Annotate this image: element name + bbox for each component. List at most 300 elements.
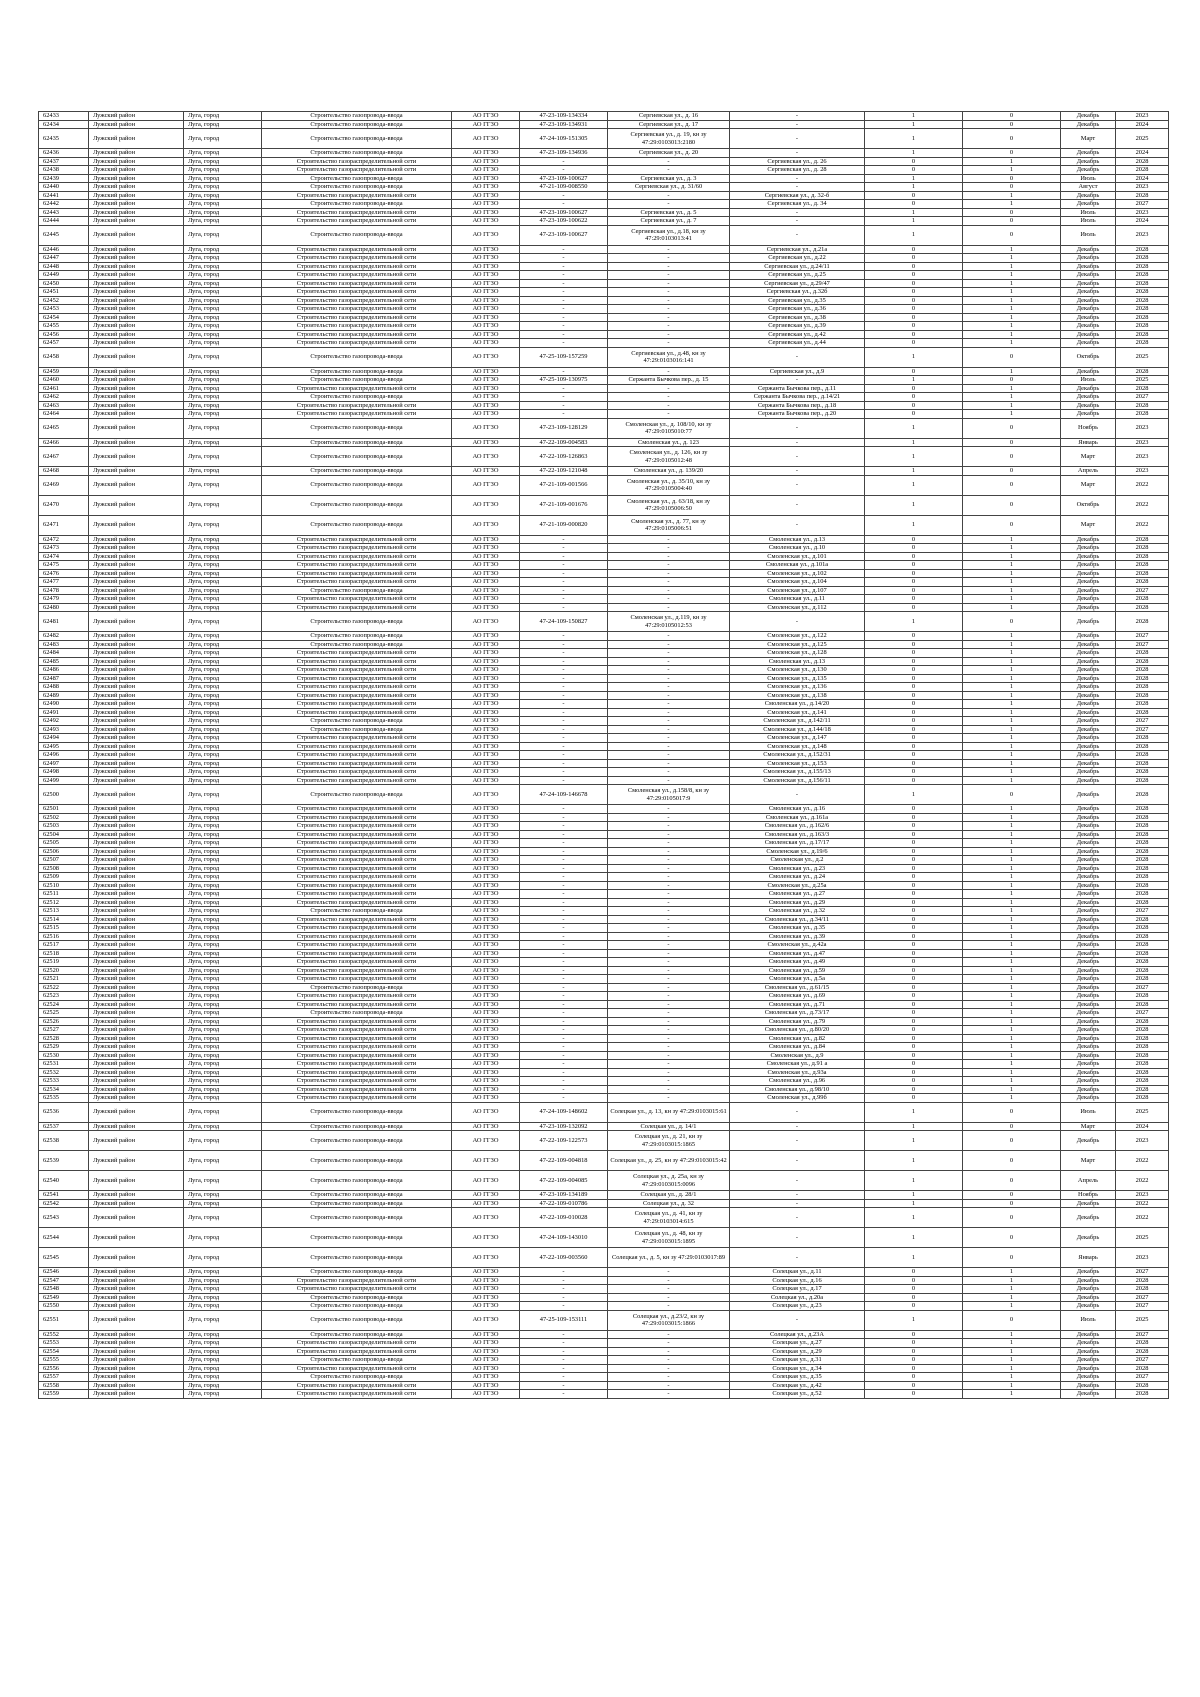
network-count-cell: 1 bbox=[963, 279, 1061, 288]
table-row bbox=[39, 305, 1169, 314]
table-row bbox=[39, 174, 1169, 183]
locality-cell: Луга, город bbox=[184, 708, 262, 717]
table-row bbox=[39, 890, 1169, 899]
organization-cell: АО ГГЗО bbox=[452, 1302, 520, 1311]
locality-cell: Луга, город bbox=[184, 183, 262, 192]
network-count-cell: 1 bbox=[963, 1043, 1061, 1052]
input-count-cell: 0 bbox=[865, 1017, 963, 1026]
year-cell: 2027 bbox=[1116, 1373, 1169, 1382]
month-cell: Декабрь bbox=[1061, 561, 1116, 570]
row-number-cell: 62540 bbox=[39, 1171, 89, 1191]
connection-address-cell: - bbox=[608, 924, 730, 933]
locality-cell: Луга, город bbox=[184, 495, 262, 515]
work-type-cell: Строительство газораспределительной сети bbox=[262, 822, 452, 831]
input-count-cell: 0 bbox=[865, 1051, 963, 1060]
row-number-cell: 62456 bbox=[39, 330, 89, 339]
district-cell: Лужский район bbox=[89, 1347, 184, 1356]
work-type-cell: Строительство газопровода-ввода bbox=[262, 376, 452, 385]
table-row bbox=[39, 1310, 1169, 1330]
year-cell: 2028 bbox=[1116, 674, 1169, 683]
input-count-cell: 1 bbox=[865, 112, 963, 121]
work-type-cell: Строительство газораспределительной сети bbox=[262, 535, 452, 544]
year-cell: 2028 bbox=[1116, 958, 1169, 967]
network-address-cell: Смоленская ул., д.82 bbox=[730, 1034, 865, 1043]
year-cell: 2028 bbox=[1116, 1285, 1169, 1294]
month-cell: Январь bbox=[1061, 1248, 1116, 1268]
network-count-cell: 1 bbox=[963, 1077, 1061, 1086]
connection-address-cell: - bbox=[608, 535, 730, 544]
month-cell: Декабрь bbox=[1061, 700, 1116, 709]
work-type-cell: Строительство газопровода-ввода bbox=[262, 1102, 452, 1122]
month-cell: Декабрь bbox=[1061, 1347, 1116, 1356]
year-cell: 2028 bbox=[1116, 1085, 1169, 1094]
application-number-cell: - bbox=[520, 1085, 608, 1094]
row-number-cell: 62443 bbox=[39, 208, 89, 217]
month-cell: Декабрь bbox=[1061, 958, 1116, 967]
table-row bbox=[39, 245, 1169, 254]
organization-cell: АО ГГЗО bbox=[452, 288, 520, 297]
organization-cell: АО ГГЗО bbox=[452, 569, 520, 578]
connection-address-cell: Сергиевская ул., д.48, кн зу 47:29:0103016:141 bbox=[608, 347, 730, 367]
year-cell: 2028 bbox=[1116, 649, 1169, 658]
table-row bbox=[39, 544, 1169, 553]
organization-cell: АО ГГЗО bbox=[452, 339, 520, 348]
table-row bbox=[39, 1131, 1169, 1151]
network-address-cell: Смоленская ул., д.147 bbox=[730, 734, 865, 743]
month-cell: Декабрь bbox=[1061, 830, 1116, 839]
row-number-cell: 62550 bbox=[39, 1302, 89, 1311]
organization-cell: АО ГГЗО bbox=[452, 1191, 520, 1200]
network-count-cell: 0 bbox=[963, 447, 1061, 467]
network-count-cell: 1 bbox=[963, 1330, 1061, 1339]
row-number-cell: 62502 bbox=[39, 813, 89, 822]
input-count-cell: 0 bbox=[865, 776, 963, 785]
locality-cell: Луга, город bbox=[184, 200, 262, 209]
network-count-cell: 1 bbox=[963, 322, 1061, 331]
year-cell: 2027 bbox=[1116, 1268, 1169, 1277]
organization-cell: АО ГГЗО bbox=[452, 254, 520, 263]
work-type-cell: Строительство газораспределительной сети bbox=[262, 1347, 452, 1356]
application-number-cell: - bbox=[520, 561, 608, 570]
locality-cell: Луга, город bbox=[184, 1228, 262, 1248]
network-count-cell: 1 bbox=[963, 1293, 1061, 1302]
year-cell: 2028 bbox=[1116, 254, 1169, 263]
work-type-cell: Строительство газораспределительной сети bbox=[262, 1060, 452, 1069]
row-number-cell: 62452 bbox=[39, 296, 89, 305]
district-cell: Лужский район bbox=[89, 632, 184, 641]
year-cell: 2028 bbox=[1116, 839, 1169, 848]
district-cell: Лужский район bbox=[89, 1009, 184, 1018]
network-count-cell: 1 bbox=[963, 603, 1061, 612]
connection-address-cell: - bbox=[608, 847, 730, 856]
application-number-cell: - bbox=[520, 776, 608, 785]
organization-cell: АО ГГЗО bbox=[452, 864, 520, 873]
district-cell: Лужский район bbox=[89, 296, 184, 305]
table-row bbox=[39, 347, 1169, 367]
work-type-cell: Строительство газопровода-ввода bbox=[262, 120, 452, 129]
row-number-cell: 62556 bbox=[39, 1364, 89, 1373]
table-row bbox=[39, 149, 1169, 158]
application-number-cell: - bbox=[520, 813, 608, 822]
table-row bbox=[39, 958, 1169, 967]
table-row bbox=[39, 313, 1169, 322]
network-address-cell: Смоленская ул., д.47 bbox=[730, 949, 865, 958]
network-count-cell: 1 bbox=[963, 1364, 1061, 1373]
year-cell: 2028 bbox=[1116, 410, 1169, 419]
month-cell: Декабрь bbox=[1061, 717, 1116, 726]
application-number-cell: - bbox=[520, 1390, 608, 1399]
month-cell: Декабрь bbox=[1061, 305, 1116, 314]
connection-address-cell: Смоленская ул., д. 63/18, кн зу 47:29:0105006:50 bbox=[608, 495, 730, 515]
district-cell: Лужский район bbox=[89, 734, 184, 743]
month-cell: Апрель bbox=[1061, 1171, 1116, 1191]
work-type-cell: Строительство газопровода-ввода bbox=[262, 1191, 452, 1200]
row-number-cell: 62559 bbox=[39, 1390, 89, 1399]
row-number-cell: 62480 bbox=[39, 603, 89, 612]
district-cell: Лужский район bbox=[89, 700, 184, 709]
connection-address-cell: - bbox=[608, 200, 730, 209]
application-number-cell: - bbox=[520, 822, 608, 831]
table-row bbox=[39, 1228, 1169, 1248]
application-number-cell: - bbox=[520, 288, 608, 297]
input-count-cell: 1 bbox=[865, 1248, 963, 1268]
connection-address-cell: - bbox=[608, 191, 730, 200]
row-number-cell: 62554 bbox=[39, 1347, 89, 1356]
year-cell: 2028 bbox=[1116, 666, 1169, 675]
application-number-cell: - bbox=[520, 603, 608, 612]
locality-cell: Луга, город bbox=[184, 813, 262, 822]
work-type-cell: Строительство газораспределительной сети bbox=[262, 569, 452, 578]
locality-cell: Луга, город bbox=[184, 535, 262, 544]
connection-address-cell: Смоленская ул., д.119, кн зу 47:29:0105012:53 bbox=[608, 612, 730, 632]
input-count-cell: 1 bbox=[865, 217, 963, 226]
network-address-cell: - bbox=[730, 515, 865, 535]
locality-cell: Луга, город bbox=[184, 603, 262, 612]
connection-address-cell: Смоленская ул., д. 126, кн зу 47:29:0105012:48 bbox=[608, 447, 730, 467]
year-cell: 2028 bbox=[1116, 856, 1169, 865]
year-cell: 2028 bbox=[1116, 322, 1169, 331]
table-row bbox=[39, 975, 1169, 984]
locality-cell: Луга, город bbox=[184, 561, 262, 570]
network-count-cell: 1 bbox=[963, 1381, 1061, 1390]
input-count-cell: 0 bbox=[865, 666, 963, 675]
organization-cell: АО ГГЗО bbox=[452, 1390, 520, 1399]
organization-cell: АО ГГЗО bbox=[452, 1293, 520, 1302]
network-address-cell: Смоленская ул., д.84 bbox=[730, 1043, 865, 1052]
network-address-cell: - bbox=[730, 208, 865, 217]
district-cell: Лужский район bbox=[89, 813, 184, 822]
table-row bbox=[39, 157, 1169, 166]
locality-cell: Луга, город bbox=[184, 569, 262, 578]
row-number-cell: 62527 bbox=[39, 1026, 89, 1035]
table-row bbox=[39, 1085, 1169, 1094]
network-address-cell: Сергиевская ул., д. 32-б bbox=[730, 191, 865, 200]
organization-cell: АО ГГЗО bbox=[452, 1347, 520, 1356]
row-number-cell: 62437 bbox=[39, 157, 89, 166]
year-cell: 2028 bbox=[1116, 1034, 1169, 1043]
month-cell: Декабрь bbox=[1061, 759, 1116, 768]
table-body bbox=[39, 112, 1169, 1399]
table-row bbox=[39, 475, 1169, 495]
work-type-cell: Строительство газопровода-ввода bbox=[262, 785, 452, 805]
locality-cell: Луга, город bbox=[184, 742, 262, 751]
locality-cell: Луга, город bbox=[184, 734, 262, 743]
connection-address-cell: - bbox=[608, 949, 730, 958]
month-cell: Декабрь bbox=[1061, 1364, 1116, 1373]
network-count-cell: 1 bbox=[963, 1339, 1061, 1348]
input-count-cell: 1 bbox=[865, 475, 963, 495]
connection-address-cell: - bbox=[608, 830, 730, 839]
application-number-cell: 47-22-109-004818 bbox=[520, 1151, 608, 1171]
organization-cell: АО ГГЗО bbox=[452, 535, 520, 544]
locality-cell: Луга, город bbox=[184, 683, 262, 692]
locality-cell: Луга, город bbox=[184, 632, 262, 641]
table-row bbox=[39, 120, 1169, 129]
input-count-cell: 0 bbox=[865, 907, 963, 916]
district-cell: Лужский район bbox=[89, 174, 184, 183]
year-cell: 2028 bbox=[1116, 657, 1169, 666]
district-cell: Лужский район bbox=[89, 603, 184, 612]
month-cell: Июль bbox=[1061, 217, 1116, 226]
locality-cell: Луга, город bbox=[184, 367, 262, 376]
year-cell: 2022 bbox=[1116, 475, 1169, 495]
table-row bbox=[39, 1094, 1169, 1103]
district-cell: Лужский район bbox=[89, 751, 184, 760]
year-cell: 2027 bbox=[1116, 717, 1169, 726]
network-address-cell: - bbox=[730, 447, 865, 467]
district-cell: Лужский район bbox=[89, 674, 184, 683]
row-number-cell: 62515 bbox=[39, 924, 89, 933]
row-number-cell: 62532 bbox=[39, 1068, 89, 1077]
month-cell: Декабрь bbox=[1061, 992, 1116, 1001]
row-number-cell: 62525 bbox=[39, 1009, 89, 1018]
locality-cell: Луга, город bbox=[184, 1381, 262, 1390]
input-count-cell: 0 bbox=[865, 983, 963, 992]
application-number-cell: 47-23-109-100622 bbox=[520, 217, 608, 226]
application-number-cell: 47-25-109-153111 bbox=[520, 1310, 608, 1330]
month-cell: Март bbox=[1061, 515, 1116, 535]
network-count-cell: 1 bbox=[963, 898, 1061, 907]
locality-cell: Луга, город bbox=[184, 1077, 262, 1086]
row-number-cell: 62518 bbox=[39, 949, 89, 958]
input-count-cell: 0 bbox=[865, 830, 963, 839]
district-cell: Лужский район bbox=[89, 1131, 184, 1151]
month-cell: Декабрь bbox=[1061, 856, 1116, 865]
locality-cell: Луга, город bbox=[184, 1330, 262, 1339]
work-type-cell: Строительство газораспределительной сети bbox=[262, 813, 452, 822]
district-cell: Лужский район bbox=[89, 1051, 184, 1060]
network-count-cell: 1 bbox=[963, 1347, 1061, 1356]
month-cell: Декабрь bbox=[1061, 983, 1116, 992]
network-address-cell: Сергиевская ул., д.9 bbox=[730, 367, 865, 376]
input-count-cell: 0 bbox=[865, 1026, 963, 1035]
input-count-cell: 1 bbox=[865, 347, 963, 367]
district-cell: Лужский район bbox=[89, 1390, 184, 1399]
row-number-cell: 62444 bbox=[39, 217, 89, 226]
row-number-cell: 62493 bbox=[39, 725, 89, 734]
year-cell: 2027 bbox=[1116, 725, 1169, 734]
organization-cell: АО ГГЗО bbox=[452, 1356, 520, 1365]
connection-address-cell: - bbox=[608, 1000, 730, 1009]
district-cell: Лужский район bbox=[89, 1102, 184, 1122]
district-cell: Лужский район bbox=[89, 822, 184, 831]
work-type-cell: Строительство газопровода-ввода bbox=[262, 1131, 452, 1151]
application-number-cell: - bbox=[520, 949, 608, 958]
work-type-cell: Строительство газораспределительной сети bbox=[262, 1381, 452, 1390]
table-row bbox=[39, 535, 1169, 544]
application-number-cell: - bbox=[520, 401, 608, 410]
organization-cell: АО ГГЗО bbox=[452, 166, 520, 175]
connection-address-cell: - bbox=[608, 313, 730, 322]
row-number-cell: 62451 bbox=[39, 288, 89, 297]
locality-cell: Луга, город bbox=[184, 700, 262, 709]
locality-cell: Луга, город bbox=[184, 725, 262, 734]
network-count-cell: 1 bbox=[963, 822, 1061, 831]
district-cell: Лужский район bbox=[89, 279, 184, 288]
work-type-cell: Строительство газопровода-ввода bbox=[262, 1330, 452, 1339]
table-row bbox=[39, 288, 1169, 297]
input-count-cell: 0 bbox=[865, 384, 963, 393]
row-number-cell: 62523 bbox=[39, 992, 89, 1001]
year-cell: 2027 bbox=[1116, 393, 1169, 402]
network-address-cell: - bbox=[730, 1248, 865, 1268]
input-count-cell: 0 bbox=[865, 254, 963, 263]
network-count-cell: 1 bbox=[963, 881, 1061, 890]
district-cell: Лужский район bbox=[89, 288, 184, 297]
organization-cell: АО ГГЗО bbox=[452, 1068, 520, 1077]
table-row bbox=[39, 271, 1169, 280]
district-cell: Лужский район bbox=[89, 975, 184, 984]
table-row bbox=[39, 992, 1169, 1001]
month-cell: Декабрь bbox=[1061, 813, 1116, 822]
network-count-cell: 1 bbox=[963, 393, 1061, 402]
application-number-cell: - bbox=[520, 578, 608, 587]
row-number-cell: 62478 bbox=[39, 586, 89, 595]
network-count-cell: 1 bbox=[963, 535, 1061, 544]
district-cell: Лужский район bbox=[89, 708, 184, 717]
district-cell: Лужский район bbox=[89, 949, 184, 958]
input-count-cell: 0 bbox=[865, 734, 963, 743]
locality-cell: Луга, город bbox=[184, 958, 262, 967]
input-count-cell: 1 bbox=[865, 1199, 963, 1208]
year-cell: 2028 bbox=[1116, 915, 1169, 924]
locality-cell: Луга, город bbox=[184, 717, 262, 726]
network-count-cell: 0 bbox=[963, 217, 1061, 226]
network-count-cell: 1 bbox=[963, 191, 1061, 200]
month-cell: Декабрь bbox=[1061, 924, 1116, 933]
locality-cell: Луга, город bbox=[184, 296, 262, 305]
table-row bbox=[39, 586, 1169, 595]
district-cell: Лужский район bbox=[89, 1248, 184, 1268]
connection-address-cell: - bbox=[608, 983, 730, 992]
month-cell: Июль bbox=[1061, 376, 1116, 385]
year-cell: 2028 bbox=[1116, 330, 1169, 339]
application-number-cell: - bbox=[520, 313, 608, 322]
network-count-cell: 1 bbox=[963, 915, 1061, 924]
month-cell: Декабрь bbox=[1061, 941, 1116, 950]
table-row bbox=[39, 595, 1169, 604]
network-address-cell: Смоленская ул., д.125 bbox=[730, 640, 865, 649]
network-address-cell: Солецкая ул., д.29 bbox=[730, 1347, 865, 1356]
connection-address-cell: - bbox=[608, 725, 730, 734]
year-cell: 2028 bbox=[1116, 708, 1169, 717]
organization-cell: АО ГГЗО bbox=[452, 1381, 520, 1390]
month-cell: Декабрь bbox=[1061, 166, 1116, 175]
work-type-cell: Строительство газораспределительной сети bbox=[262, 966, 452, 975]
network-count-cell: 1 bbox=[963, 924, 1061, 933]
application-number-cell: - bbox=[520, 322, 608, 331]
connection-address-cell: Солецкая ул., д. 14/1 bbox=[608, 1122, 730, 1131]
row-number-cell: 62537 bbox=[39, 1122, 89, 1131]
month-cell: Март bbox=[1061, 447, 1116, 467]
input-count-cell: 0 bbox=[865, 847, 963, 856]
organization-cell: АО ГГЗО bbox=[452, 898, 520, 907]
network-count-cell: 1 bbox=[963, 966, 1061, 975]
year-cell: 2027 bbox=[1116, 586, 1169, 595]
month-cell: Декабрь bbox=[1061, 1199, 1116, 1208]
locality-cell: Луга, город bbox=[184, 830, 262, 839]
table-row bbox=[39, 254, 1169, 263]
year-cell: 2028 bbox=[1116, 1068, 1169, 1077]
work-type-cell: Строительство газораспределительной сети bbox=[262, 941, 452, 950]
application-number-cell: - bbox=[520, 279, 608, 288]
network-count-cell: 1 bbox=[963, 725, 1061, 734]
input-count-cell: 0 bbox=[865, 1390, 963, 1399]
row-number-cell: 62500 bbox=[39, 785, 89, 805]
year-cell: 2027 bbox=[1116, 983, 1169, 992]
connection-address-cell: - bbox=[608, 734, 730, 743]
year-cell: 2028 bbox=[1116, 932, 1169, 941]
row-number-cell: 62465 bbox=[39, 418, 89, 438]
year-cell: 2024 bbox=[1116, 174, 1169, 183]
year-cell: 2022 bbox=[1116, 515, 1169, 535]
locality-cell: Луга, город bbox=[184, 1310, 262, 1330]
connection-address-cell: - bbox=[608, 691, 730, 700]
year-cell: 2023 bbox=[1116, 1191, 1169, 1200]
input-count-cell: 0 bbox=[865, 751, 963, 760]
work-type-cell: Строительство газораспределительной сети bbox=[262, 288, 452, 297]
table-row bbox=[39, 941, 1169, 950]
month-cell: Декабрь bbox=[1061, 279, 1116, 288]
application-number-cell: - bbox=[520, 262, 608, 271]
application-number-cell: - bbox=[520, 915, 608, 924]
network-count-cell: 1 bbox=[963, 813, 1061, 822]
organization-cell: АО ГГЗО bbox=[452, 1000, 520, 1009]
connection-address-cell: Солецкая ул., д. 5, кн зу 47:29:0103017:89 bbox=[608, 1248, 730, 1268]
table-row bbox=[39, 401, 1169, 410]
application-number-cell: - bbox=[520, 586, 608, 595]
locality-cell: Луга, город bbox=[184, 330, 262, 339]
application-number-cell: - bbox=[520, 535, 608, 544]
district-cell: Лужский район bbox=[89, 1122, 184, 1131]
work-type-cell: Строительство газораспределительной сети bbox=[262, 830, 452, 839]
connection-address-cell: - bbox=[608, 401, 730, 410]
work-type-cell: Строительство газопровода-ввода bbox=[262, 717, 452, 726]
input-count-cell: 1 bbox=[865, 447, 963, 467]
work-type-cell: Строительство газораспределительной сети bbox=[262, 595, 452, 604]
organization-cell: АО ГГЗО bbox=[452, 447, 520, 467]
table-row bbox=[39, 1268, 1169, 1277]
input-count-cell: 0 bbox=[865, 1302, 963, 1311]
row-number-cell: 62441 bbox=[39, 191, 89, 200]
network-address-cell: Смоленская ул., д.80/20 bbox=[730, 1026, 865, 1035]
network-count-cell: 1 bbox=[963, 805, 1061, 814]
network-count-cell: 1 bbox=[963, 313, 1061, 322]
month-cell: Июль bbox=[1061, 174, 1116, 183]
month-cell: Декабрь bbox=[1061, 1302, 1116, 1311]
application-number-cell: - bbox=[520, 632, 608, 641]
locality-cell: Луга, город bbox=[184, 822, 262, 831]
